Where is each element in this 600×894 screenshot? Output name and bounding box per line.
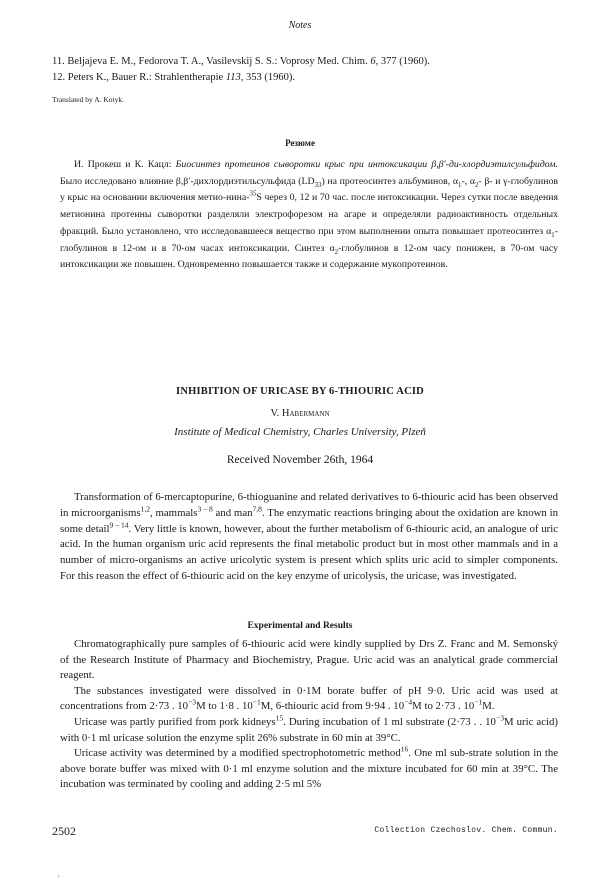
reference-item: 11. Beljajeva E. M., Fedorova T. A., Vasilevskij S. S.: Voprosy Med. Chim. 6, 377 (1960). (52, 56, 430, 67)
scan-speck: ʹ (58, 874, 60, 883)
journal-name: Collection Czechoslov. Chem. Commun. (374, 826, 558, 835)
section-body (60, 637, 558, 793)
resume-heading: Резюме (285, 138, 315, 148)
running-header: Notes (288, 20, 312, 31)
reference-list (52, 54, 562, 86)
body-paragraph: Uricase was partly purified from pork kidneys$^{15}$. During incubation of 1 ml substrate (2·73 . . $10^{-3}M$ uric acid) with 0·1 ml uricase solution the enzyme split 26% substrate in 60 min at 39°C. (60, 713, 559, 744)
body-paragraph: Chromatographically pure samples of 6-thiouric acid were kindly supplied by Drs Z. Franc and M. Semonský of the Research Institute of Pharmacy and Biochemistry, Prague. Uric acid was an analytical grade commercial reagent. (60, 638, 558, 682)
intro-paragraph: Transformation of 6-mercaptopurine, 6-thioguanine and related derivatives to 6-thiouric acid has been observed in microorganisms$^{1,2}$, mammals$^{3 - 8}$ and man$^{7,8}$. The enzymatic reactions bringing about the oxidation are known in some detail$^{9 - 14}$. Very little is known, however, about the further metabolism of 6-thiouric acid, an analogue of uric acid. In the human organism uric acid represents the final metabolic product but in most other mammals and in a number of micro-organisms an active uricolytic system is present which splits uric acid to simpler components. For this reason the effect of 6-thiouric acid on the key enzyme of uricolysis, the uricase, was investigated. (60, 491, 558, 582)
article-title: INHIBITION OF URICASE BY 6-THIOURIC ACID (176, 386, 424, 397)
article-author: V. Habermann (270, 408, 330, 419)
body-paragraph: The substances investigated were dissolved in 0·1M borate buffer of pH 9·0. Uric acid was used at concentrations from 2·73 . $10^{-3}M$ to 1·8 . $10^{-1}M$, 6-thiouric acid from 9·94 . $10^{-4}M$ to 2·73 . $10^{-1}M$. (60, 684, 558, 713)
section-heading: Experimental and Results (247, 621, 353, 631)
reference-item: 12. Peters K., Bauer R.: Strahlentherapie 113, 353 (1960). (52, 72, 296, 83)
translator-credit: Translated by A. Kotyk. (52, 95, 125, 104)
body-paragraph: Uricase activity was determined by a modified spectrophotometric method$^{16}$. One ml sub-strate solution in the above borate buffer was mixed with 0·1 ml enzyme solution and the mixture incubated for 60 min at 39°C. The incubation was terminated by cooling and adding 2·5 ml 5% (60, 744, 559, 791)
resume-paragraph: И. Прокеш и К. Кацл: Биосинтез протеинов сыворотки крыс при интоксикации β,β′-ди-хлордиэтилсульфидом. Было исследовано влияние β,β′-дихлордиэтильсульфида $(LD_{33})$ на протеосинтез альбуминов, $\alpha_1-$, $\alpha_2-$ β- и γ-глобулинов у крыс на основании включения метио-нина-$^{35}$S через 0, 12 и 70 час. после интоксикации. Через сутки после введения метионина протеины сыворотки разделяли электрофорезом на агаре и определяли радиоактивность отдельных фракций. Было установлено, что исследовавшееся вещество при этом выполнении опыта повышает протеосинтез $\alpha_1$-глобулинов в 12-ом и в 70-ом часах интоксикации. Синтез $\alpha_2$-глобулинов в 12-ом часу понижен, в 70-ом часу интоксикации же повышен. Одновременно повышается также и содержание мукопротеинов. (60, 159, 559, 271)
received-date: Received November 26th, 1964 (226, 454, 374, 466)
article-institute: Institute of Medical Chemistry, Charles University, Plzeň (174, 426, 426, 438)
page-number: 2502 (52, 824, 76, 838)
